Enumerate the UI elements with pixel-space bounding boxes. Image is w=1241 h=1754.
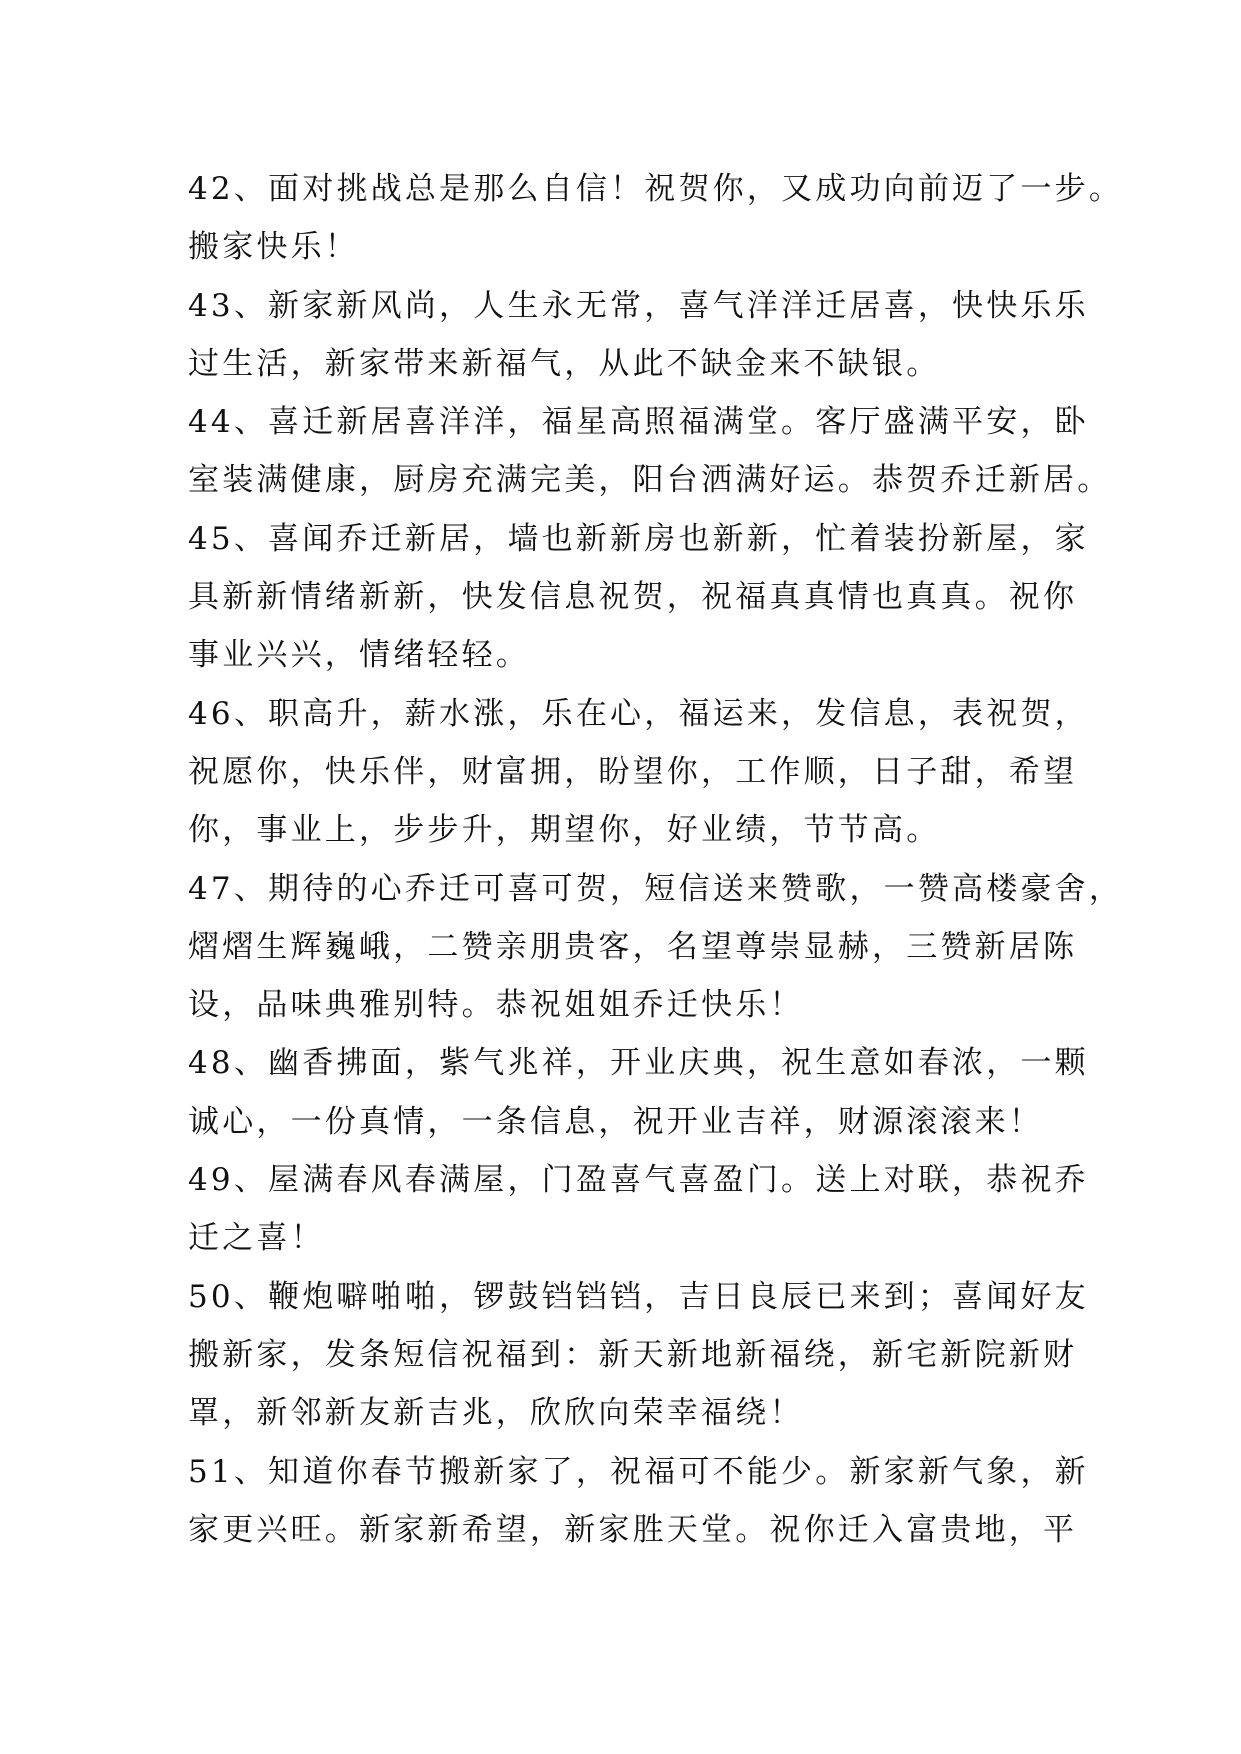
text-line: 42、面对挑战总是那么自信！祝贺你，又成功向前迈了一步。 <box>188 171 1124 207</box>
text-line: 罩，新邻新友新吉兆，欣欣向荣幸福绕！ <box>188 1395 804 1432</box>
text-line: 诚心，一份真情，一条信息，祝开业吉祥，财源滚滚来！ <box>188 1103 1043 1140</box>
text-line: 47、期待的心乔迁可喜可贺，短信送来赞歌，一赞高楼豪舍， <box>188 870 1124 907</box>
text-line: 迁之喜！ <box>188 1220 325 1257</box>
text-line: 事业兴兴，情绪轻轻。 <box>188 637 530 674</box>
document-body <box>188 160 1124 1559</box>
text-line: 49、屋满春风春满屋，门盈喜气喜盈门。送上对联，恭祝乔 <box>188 1162 1089 1199</box>
text-line: 室装满健康，厨房充满完美，阳台洒满好运。恭贺乔迁新居。 <box>188 462 1112 499</box>
text-line: 43、新家新风尚，人生永无常，喜气洋洋迁居喜，快快乐乐 <box>188 287 1089 324</box>
text-line: 熠熠生辉巍峨，二赞亲朋贵客，名望尊崇显赫，三赞新居陈 <box>188 928 1078 965</box>
text-line: 设，品味典雅别特。恭祝姐姐乔迁快乐！ <box>188 987 804 1024</box>
text-line: 祝愿你，快乐伴，财富拥，盼望你，工作顺，日子甜，希望 <box>188 753 1078 790</box>
text-line: 48、幽香拂面，紫气兆祥，开业庆典，祝生意如春浓，一颗 <box>188 1045 1089 1082</box>
text-line: 搬家快乐！ <box>188 229 359 266</box>
text-line: 家更兴旺。新家新希望，新家胜天堂。祝你迁入富贵地，平 <box>188 1511 1078 1548</box>
text-line: 45、喜闻乔迁新居，墙也新新房也新新，忙着装扮新屋，家 <box>188 520 1089 557</box>
text-line: 44、喜迁新居喜洋洋，福星高照福满堂。客厅盛满平安，卧 <box>188 404 1089 441</box>
text-line: 50、鞭炮噼啪啪，锣鼓铛铛铛，吉日良辰已来到；喜闻好友 <box>188 1278 1089 1315</box>
text-line: 你，事业上，步步升，期望你，好业绩，节节高。 <box>188 812 941 849</box>
text-line: 具新新情绪新新，快发信息祝贺，祝福真真情也真真。祝你 <box>188 579 1078 616</box>
text-line: 搬新家，发条短信祝福到：新天新地新福绕，新宅新院新财 <box>188 1336 1078 1373</box>
text-line: 过生活，新家带来新福气，从此不缺金来不缺银。 <box>188 345 941 382</box>
text-line: 51、知道你春节搬新家了，祝福可不能少。新家新气象，新 <box>188 1453 1089 1490</box>
text-line: 46、职高升，薪水涨，乐在心，福运来，发信息，表祝贺， <box>188 695 1089 732</box>
